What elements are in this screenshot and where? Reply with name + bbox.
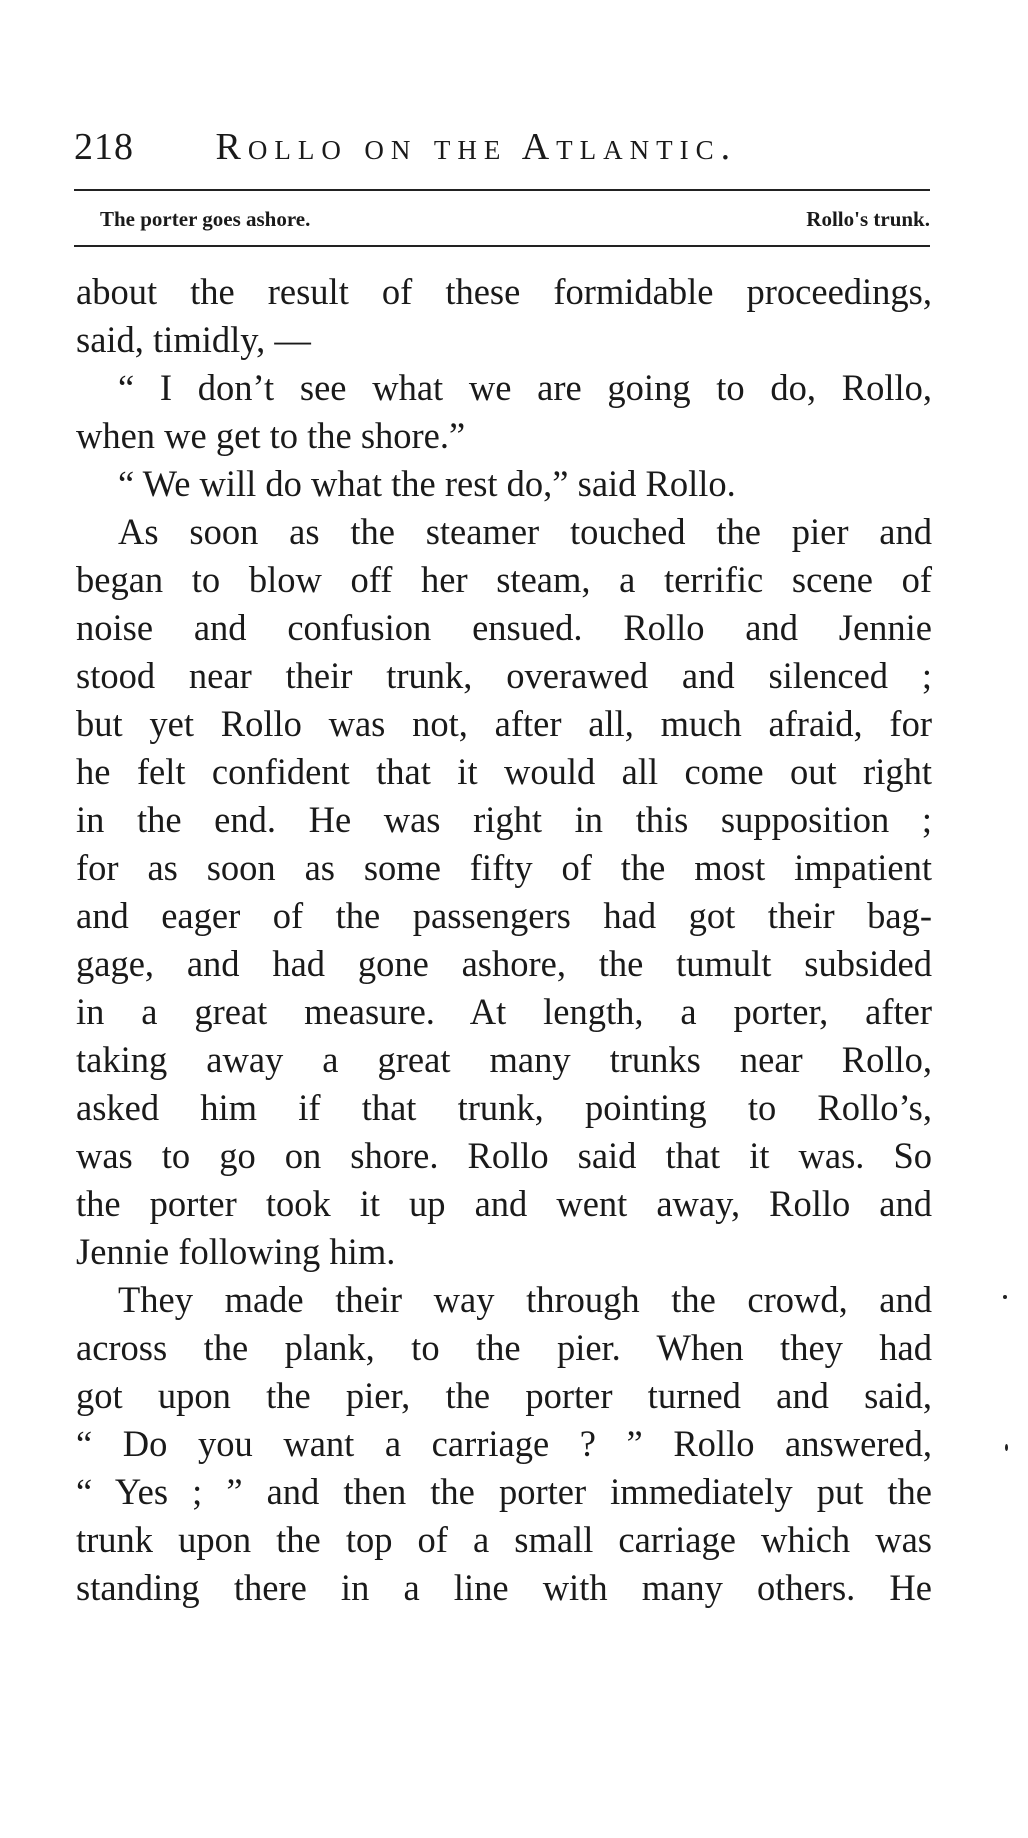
- text-line: in a great measure. At length, a porter, after: [76, 991, 932, 1032]
- text-line: asked him if that trunk, pointing to Rollo’s,: [76, 1087, 932, 1128]
- text-line: but yet Rollo was not, after all, much afraid, for: [76, 703, 932, 744]
- text-line: taking away a great many trunks near Rollo,: [76, 1039, 932, 1080]
- text-line: As soon as the steamer touched the pier and: [118, 511, 932, 552]
- text-line: in the end. He was right in this supposition ;: [76, 799, 932, 840]
- text-line: noise and confusion ensued. Rollo and Jennie: [76, 607, 932, 648]
- text-line: said, timidly, —: [76, 319, 311, 360]
- running-title: Rollo on the Atlantic.: [215, 126, 738, 168]
- header-rule-top: [74, 189, 930, 191]
- text-line: standing there in a line with many others. He: [76, 1567, 932, 1608]
- text-line: gage, and had gone ashore, the tumult subsided: [76, 943, 932, 984]
- text-line: got upon the pier, the porter turned and said,: [76, 1375, 932, 1416]
- text-line: for as soon as some fifty of the most impatient: [76, 847, 932, 888]
- text-line: about the result of these formidable proceedings,: [76, 271, 932, 312]
- marginal-subheads: [100, 203, 930, 235]
- running-head: [74, 122, 934, 172]
- text-line: “ Yes ; ” and then the porter immediately put the: [76, 1471, 932, 1512]
- text-line: “ Do you want a carriage ? ” Rollo answered,: [76, 1423, 932, 1464]
- text-line: when we get to the shore.”: [76, 415, 466, 456]
- text-line: and eager of the passengers had got their bag-: [76, 895, 932, 936]
- header-rule-bottom: [74, 245, 930, 247]
- text-line: began to blow off her steam, a terrific scene of: [76, 559, 932, 600]
- text-line: was to go on shore. Rollo said that it was. So: [76, 1135, 932, 1176]
- text-line: the porter took it up and went away, Rollo and: [76, 1183, 932, 1224]
- text-line: he felt confident that it would all come out right: [76, 751, 932, 792]
- text-line: across the plank, to the pier. When they had: [76, 1327, 932, 1368]
- subhead-right: Rollo's trunk.: [806, 207, 930, 231]
- text-line: “ We will do what the rest do,” said Rollo.: [118, 463, 736, 504]
- speck-mark: [1005, 1444, 1008, 1451]
- text-line: “ I don’t see what we are going to do, Rollo,: [118, 367, 932, 408]
- text-line: Jennie following him.: [76, 1231, 396, 1272]
- page-number: 218: [74, 126, 134, 168]
- subhead-left: The porter goes ashore.: [100, 207, 311, 231]
- text-line: trunk upon the top of a small carriage which was: [76, 1519, 932, 1560]
- speck-mark: [1003, 1295, 1007, 1299]
- text-line: stood near their trunk, overawed and silenced ;: [76, 655, 932, 696]
- text-line: They made their way through the crowd, and: [118, 1279, 932, 1320]
- body-text: [76, 268, 932, 1612]
